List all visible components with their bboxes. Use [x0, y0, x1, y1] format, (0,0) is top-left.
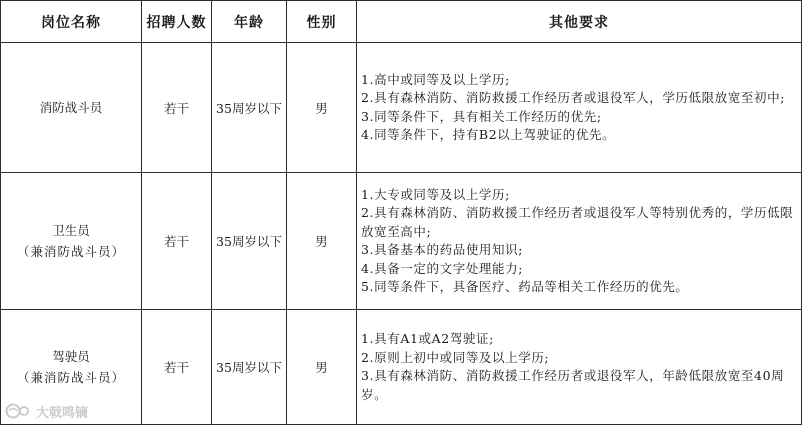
requirement-item: 4.同等条件下，持有B2以上驾驶证的优先。: [361, 127, 616, 142]
table-header-row: [1, 1, 802, 43]
header-count: 招聘人数: [142, 1, 212, 43]
header-gender: 性别: [287, 1, 357, 43]
position-name: 消防战斗员: [39, 100, 103, 115]
requirement-item: 4.具备一定的文字处理能力;: [361, 260, 524, 276]
position-cell: [1, 43, 142, 173]
watermark-text: 大戟鸣镝: [36, 405, 89, 421]
position-subtitle: （兼消防战斗员）: [16, 370, 125, 385]
gender-cell: 男: [287, 43, 357, 173]
header-position: 岗位名称: [1, 1, 142, 43]
watermark-logo-icon: [4, 402, 32, 420]
requirement-item: 1.大专或同等及以上学历;: [361, 186, 510, 202]
requirements-cell: [357, 43, 802, 173]
gender-cell: 男: [287, 310, 357, 425]
position-cell: [1, 173, 142, 310]
requirement-item: 3.具有森林消防、消防救援工作经历者或退役军人，年龄低限放宽至40周岁。: [361, 368, 785, 402]
age-cell: 35周岁以下: [212, 173, 287, 310]
position-name: 驾驶员: [52, 349, 90, 364]
requirement-item: 5.同等条件下，具备医疗、药品等相关工作经历的优先。: [361, 279, 689, 294]
requirement-item: 3.具备基本的药品使用知识;: [361, 242, 524, 257]
age-cell: 35周岁以下: [212, 310, 287, 425]
position-subtitle: （兼消防战斗员）: [16, 244, 125, 259]
header-age: 年龄: [212, 1, 287, 43]
requirements-cell: [357, 310, 802, 425]
requirements-list: [361, 186, 799, 297]
requirement-item: 1.具有A1或A2驾驶证;: [361, 331, 494, 346]
requirement-item: 2.具有森林消防、消防救援工作经历者或退役军人，学历低限放宽至初中;: [361, 90, 786, 105]
header-requirements: 其他要求: [357, 1, 802, 43]
requirement-item: 3.同等条件下，具有相关工作经历的优先;: [361, 108, 602, 124]
count-cell: 若干: [142, 43, 212, 173]
count-cell: 若干: [142, 173, 212, 310]
watermark: [4, 400, 88, 422]
requirement-item: 2.具有森林消防、消防救援工作经历者或退役军人等特别优秀的，学历低限放宽至高中;: [361, 205, 794, 239]
age-cell: 35周岁以下: [212, 43, 287, 173]
requirement-item: 2.原则上初中或同等及以上学历;: [361, 349, 550, 365]
table-row: [1, 310, 802, 425]
requirements-cell: [357, 173, 802, 310]
table-row: [1, 43, 802, 173]
table-row: [1, 173, 802, 310]
gender-cell: 男: [287, 173, 357, 310]
count-cell: 若干: [142, 310, 212, 425]
requirements-list: [361, 71, 799, 145]
requirements-list: [361, 330, 799, 404]
requirement-item: 1.高中或同等及以上学历;: [361, 71, 510, 87]
position-name: 卫生员: [52, 223, 90, 238]
